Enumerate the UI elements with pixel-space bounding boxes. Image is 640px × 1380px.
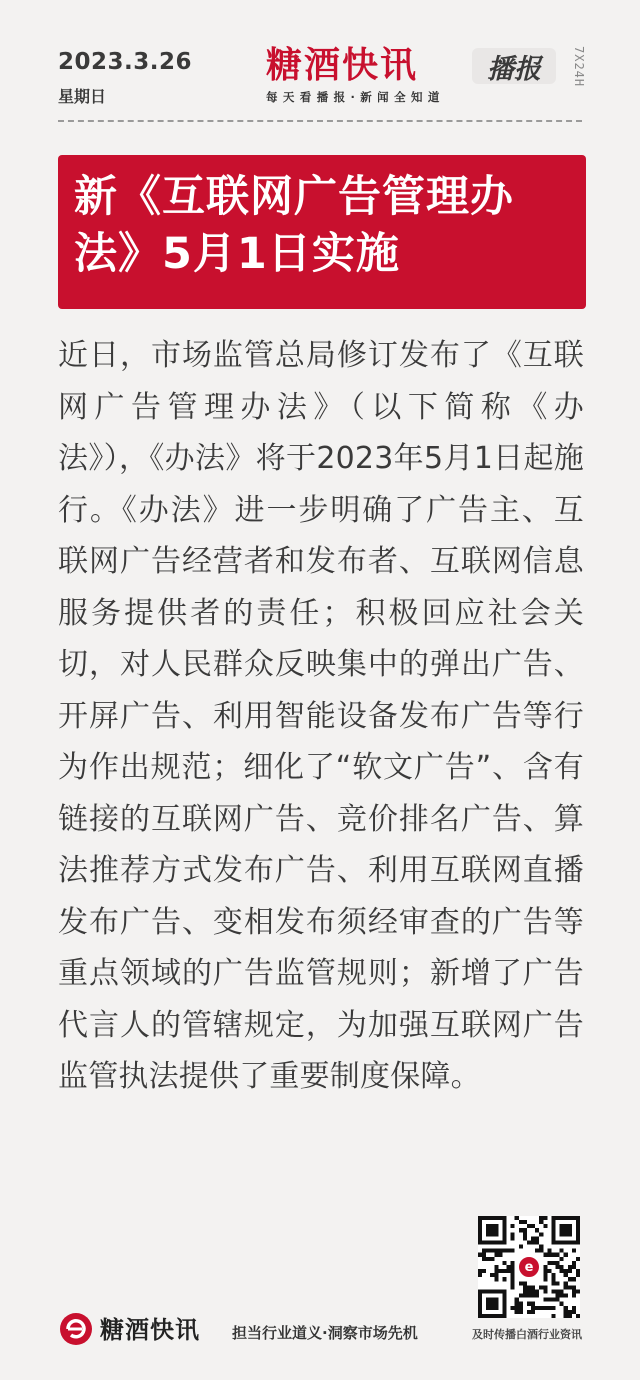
date-block [58, 48, 192, 107]
dashed-divider [58, 120, 582, 122]
brand-header [266, 44, 566, 106]
brand-tag: 播报 [472, 48, 556, 84]
side-tag: 7X24H [572, 46, 586, 88]
tangjiu-logo-icon [58, 1311, 94, 1347]
headline-banner [58, 155, 586, 309]
footer-slogan: 担当行业道义·洞察市场先机 [232, 1324, 418, 1342]
qr-code-icon [478, 1216, 580, 1318]
qr-caption: 及时传播白酒行业资讯 [472, 1328, 582, 1341]
qr-center-logo-icon: e [516, 1254, 542, 1280]
weekday: 星期日 [58, 87, 107, 106]
footer-brand: 糖酒快讯 [100, 1316, 200, 1344]
headline: 新《互联网广告管理办法》5月1日实施 [74, 172, 514, 279]
date: 2023.3.26 [58, 49, 192, 75]
brand-name: 糖酒快讯 [266, 45, 419, 86]
article-body: 近日，市场监管总局修订发布了《互联网广告管理办法》（以下简称《办法》），《办法》将于2023年5月1日起施行。《办法》进一步明确了广告主、互联网广告经营者和发布者、互联网信息服务提供者的责任；积极回应社会关切，对人民群众反映集中的弹出广告、开屏广告、利用智能设备发布广告等行为作出规范；细化了“软文广告”、含有链接的互联网广告、竞价排名广告、算法推荐方式发布广告、利用互联网直播发布广告、变相发布须经审查的广告等重点领域的广告监管规则；新增了广告代言人的管辖规定，为加强互联网广告监管执法提供了重要制度保障。 [58, 338, 584, 1094]
brand-slogan: 每天看播报·新闻全知道 [266, 90, 445, 104]
